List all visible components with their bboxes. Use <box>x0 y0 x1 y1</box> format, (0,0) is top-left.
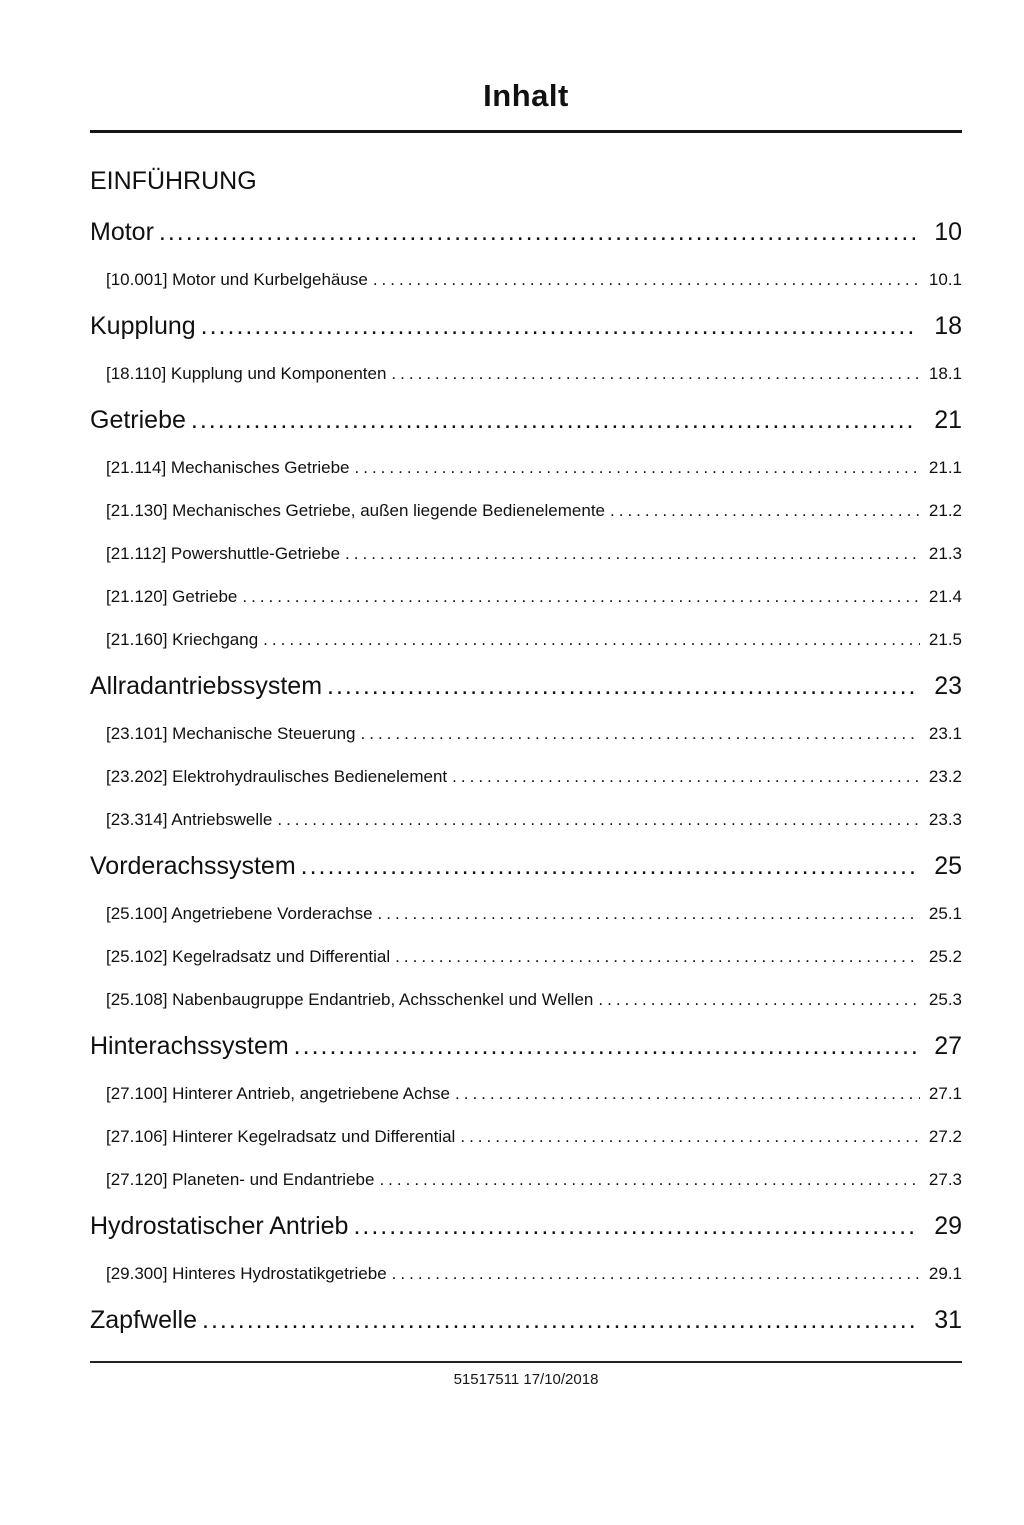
toc-page-number: 10.1 <box>928 270 962 289</box>
toc-page-number: 21.2 <box>928 501 962 520</box>
toc-entry-label: [25.108] Nabenbaugruppe Endantrieb, Achsschenkel und Wellen <box>106 990 594 1009</box>
toc-entry-label: [23.202] Elektrohydraulisches Bedienelement <box>106 767 448 786</box>
toc-entry-label: [21.160] Kriechgang <box>106 630 259 649</box>
toc-entry-label: Hydrostatischer Antrieb <box>90 1212 349 1240</box>
toc-page-number: 18.1 <box>928 364 962 383</box>
toc-page-number: 31 <box>934 1306 962 1334</box>
toc-item-row <box>90 630 962 650</box>
toc-page-number: 21.1 <box>928 458 962 477</box>
toc-page-number: 25.2 <box>928 947 962 966</box>
toc-leader-dots <box>159 218 916 247</box>
toc-section-zapfwelle <box>90 1306 962 1335</box>
toc-page-number: 21.3 <box>928 544 962 563</box>
toc-item-row <box>90 767 962 787</box>
toc-page-number: 23.2 <box>928 767 962 786</box>
title-divider <box>90 130 962 133</box>
toc-section-kupplung <box>90 312 962 341</box>
toc-leader-dots <box>455 1084 920 1104</box>
toc-leader-dots <box>327 672 916 701</box>
toc-page-number: 27.1 <box>928 1084 962 1103</box>
toc-page-number: 25 <box>934 852 962 880</box>
toc-leader-dots <box>610 501 920 521</box>
toc-section-hinterachssystem <box>90 1032 962 1061</box>
toc-item-row <box>90 458 962 478</box>
toc-item-row <box>90 1084 962 1104</box>
toc-page-number: 21 <box>934 406 962 434</box>
toc-leader-dots <box>345 544 920 564</box>
toc-entry-label: [21.112] Powershuttle-Getriebe <box>106 544 341 563</box>
toc-item-row <box>90 990 962 1010</box>
toc-leader-dots <box>263 630 920 650</box>
table-of-contents <box>90 218 962 1335</box>
toc-leader-dots <box>598 990 920 1010</box>
toc-entry-label: Getriebe <box>90 406 186 434</box>
toc-page-number: 21.4 <box>928 587 962 606</box>
toc-page-number: 27.3 <box>928 1170 962 1189</box>
toc-section-motor <box>90 218 962 247</box>
toc-item-row <box>90 501 962 521</box>
footer-document-id: 51517511 17/10/2018 <box>453 1371 599 1388</box>
toc-page-number: 25.3 <box>928 990 962 1009</box>
toc-entry-label: [21.130] Mechanisches Getriebe, außen liegende Bedienelemente <box>106 501 606 520</box>
toc-leader-dots <box>353 1212 916 1241</box>
toc-leader-dots <box>391 364 919 384</box>
toc-entry-label: [27.100] Hinterer Antrieb, angetriebene Achse <box>106 1084 451 1103</box>
toc-entry-label: [21.114] Mechanisches Getriebe <box>106 458 350 477</box>
toc-leader-dots <box>277 810 920 830</box>
document-page <box>0 78 1024 1388</box>
toc-entry-label: Vorderachssystem <box>90 852 296 880</box>
toc-entry-label: Kupplung <box>90 312 196 340</box>
toc-entry-label: [18.110] Kupplung und Komponenten <box>106 364 387 383</box>
toc-page-number: 23 <box>934 672 962 700</box>
toc-entry-label: [27.120] Planeten- und Endantriebe <box>106 1170 375 1189</box>
toc-item-row <box>90 587 962 607</box>
toc-page-number: 25.1 <box>928 904 962 923</box>
toc-leader-dots <box>452 767 920 787</box>
toc-item-row <box>90 1170 962 1190</box>
toc-leader-dots <box>392 1264 920 1284</box>
toc-item-row <box>90 947 962 967</box>
toc-item-row <box>90 724 962 744</box>
toc-item-row <box>90 364 962 384</box>
toc-entry-label: [27.106] Hinterer Kegelradsatz und Differential <box>106 1127 456 1146</box>
toc-entry-label: [23.101] Mechanische Steuerung <box>106 724 356 743</box>
toc-item-row <box>90 1127 962 1147</box>
toc-page-number: 23.1 <box>928 724 962 743</box>
toc-item-row <box>90 904 962 924</box>
toc-page-number: 18 <box>934 312 962 340</box>
toc-entry-label: [21.120] Getriebe <box>106 587 238 606</box>
toc-page-number: 10 <box>934 218 962 246</box>
toc-page-number: 23.3 <box>928 810 962 829</box>
toc-entry-label: [10.001] Motor und Kurbelgehäuse <box>106 270 368 289</box>
toc-leader-dots <box>379 1170 919 1190</box>
toc-leader-dots <box>378 904 920 924</box>
toc-section-allradantriebssystem <box>90 672 962 701</box>
toc-leader-dots <box>395 947 920 967</box>
toc-entry-label: [29.300] Hinteres Hydrostatikgetriebe <box>106 1264 387 1283</box>
toc-entry-label: [23.314] Antriebswelle <box>106 810 273 829</box>
toc-leader-dots <box>202 1306 916 1335</box>
toc-entry-label: Allradantriebssystem <box>90 672 323 700</box>
toc-page-number: 29 <box>934 1212 962 1240</box>
toc-leader-dots <box>361 724 920 744</box>
toc-item-row <box>90 1264 962 1284</box>
toc-page-number: 27 <box>934 1032 962 1060</box>
footer-divider <box>90 1361 962 1363</box>
toc-leader-dots <box>373 270 920 290</box>
toc-item-row <box>90 270 962 290</box>
toc-leader-dots <box>242 587 920 607</box>
toc-entry-label: Motor <box>90 218 154 246</box>
toc-page-number: 21.5 <box>928 630 962 649</box>
toc-section-hydrostatischer-antrieb <box>90 1212 962 1241</box>
toc-leader-dots <box>355 458 920 478</box>
toc-section-getriebe <box>90 406 962 435</box>
toc-leader-dots <box>301 852 917 881</box>
toc-leader-dots <box>294 1032 917 1061</box>
toc-leader-dots <box>460 1127 920 1147</box>
intro-heading: EINFÜHRUNG <box>90 167 257 195</box>
toc-entry-label: Hinterachssystem <box>90 1032 289 1060</box>
toc-item-row <box>90 810 962 830</box>
toc-page-number: 29.1 <box>928 1264 962 1283</box>
toc-leader-dots <box>191 406 916 435</box>
toc-leader-dots <box>201 312 917 341</box>
toc-entry-label: Zapfwelle <box>90 1306 197 1334</box>
toc-entry-label: [25.102] Kegelradsatz und Differential <box>106 947 391 966</box>
toc-entry-label: [25.100] Angetriebene Vorderachse <box>106 904 373 923</box>
toc-item-row <box>90 544 962 564</box>
toc-page-number: 27.2 <box>928 1127 962 1146</box>
page-title: Inhalt <box>483 78 569 113</box>
toc-section-vorderachssystem <box>90 852 962 881</box>
